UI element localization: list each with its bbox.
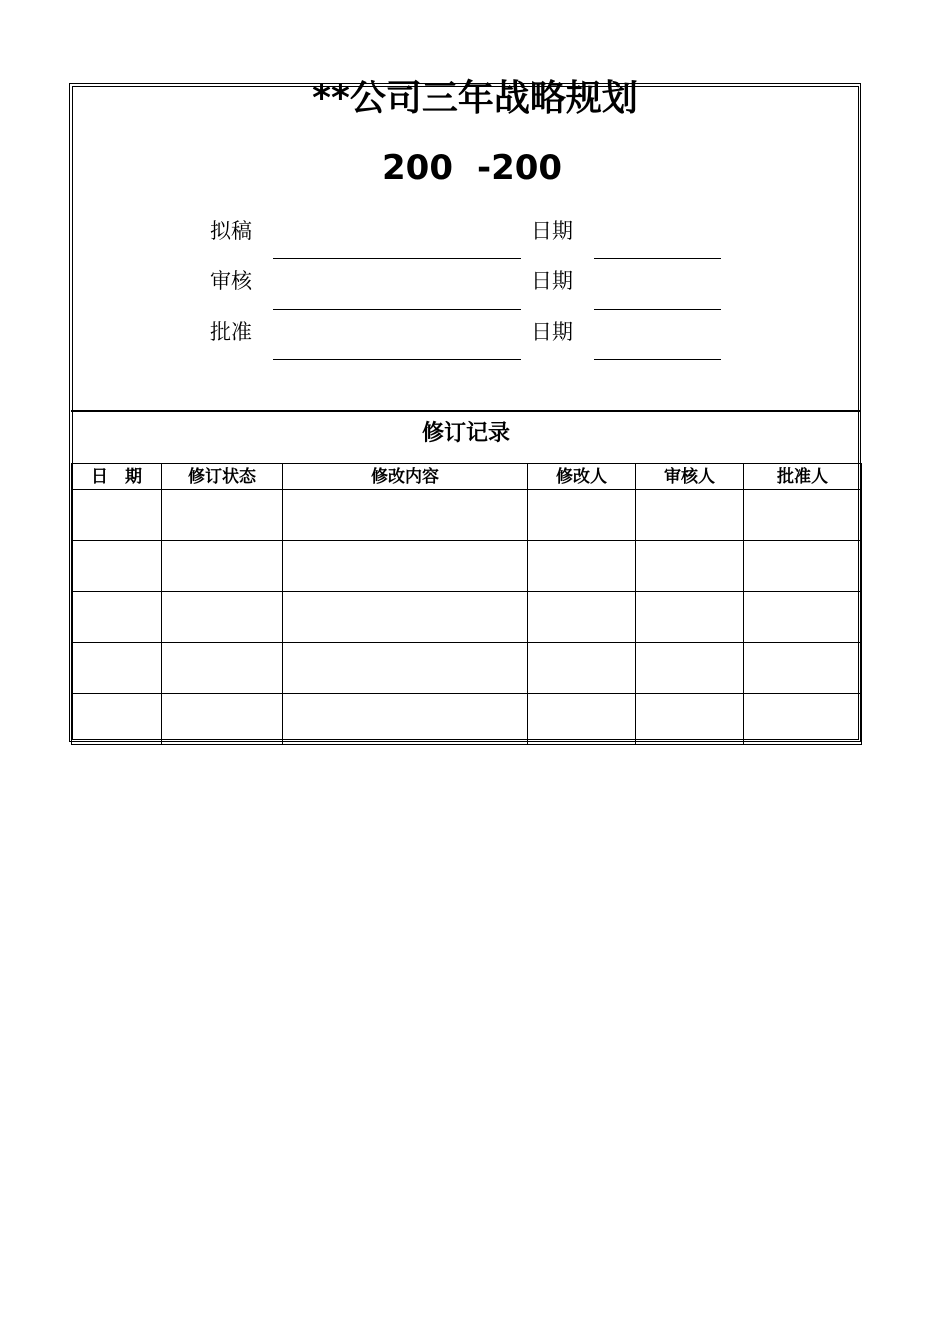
- table-cell[interactable]: [636, 592, 744, 643]
- table-cell[interactable]: [636, 541, 744, 592]
- header-revision-status: 修订状态: [162, 464, 283, 490]
- approver-date-line[interactable]: [594, 359, 721, 360]
- table-cell[interactable]: [72, 490, 162, 541]
- table-cell[interactable]: [283, 643, 528, 694]
- table-cell[interactable]: [636, 694, 744, 745]
- revision-table: [71, 463, 862, 745]
- table-cell[interactable]: [283, 490, 528, 541]
- header-modifier: 修改人: [528, 464, 636, 490]
- drafter-label: 拟稿: [210, 219, 252, 243]
- revision-record-title: 修订记录: [421, 421, 510, 446]
- table-row: [72, 694, 862, 745]
- table-cell[interactable]: [162, 694, 283, 745]
- table-cell[interactable]: [636, 490, 744, 541]
- drafter-date-line[interactable]: [594, 258, 721, 259]
- table-cell[interactable]: [744, 694, 862, 745]
- section-divider: [71, 410, 861, 412]
- year-end: -200: [477, 148, 563, 188]
- reviewer-label: 审核: [210, 269, 252, 293]
- table-cell[interactable]: [72, 592, 162, 643]
- header-reviewer: 审核人: [636, 464, 744, 490]
- table-cell[interactable]: [283, 592, 528, 643]
- document-title: **公司三年战略规划: [312, 78, 638, 119]
- reviewer-date-line[interactable]: [594, 309, 721, 310]
- approver-label: 批准: [210, 320, 252, 344]
- table-cell[interactable]: [528, 592, 636, 643]
- table-row: [72, 592, 862, 643]
- table-cell[interactable]: [162, 541, 283, 592]
- drafter-signature-line[interactable]: [273, 258, 521, 259]
- table-cell[interactable]: [528, 490, 636, 541]
- table-row: [72, 490, 862, 541]
- table-cell[interactable]: [72, 541, 162, 592]
- header-change-content: 修改内容: [283, 464, 528, 490]
- table-cell[interactable]: [744, 490, 862, 541]
- table-cell[interactable]: [283, 694, 528, 745]
- table-cell[interactable]: [528, 694, 636, 745]
- table-row: [72, 541, 862, 592]
- table-cell[interactable]: [283, 541, 528, 592]
- table-cell[interactable]: [744, 643, 862, 694]
- table-cell[interactable]: [162, 643, 283, 694]
- drafter-date-label: 日期: [531, 219, 573, 243]
- reviewer-date-label: 日期: [531, 269, 573, 293]
- table-cell[interactable]: [744, 592, 862, 643]
- year-start: 200: [382, 148, 453, 188]
- approver-signature-line[interactable]: [273, 359, 521, 360]
- header-approver: 批准人: [744, 464, 862, 490]
- table-cell[interactable]: [528, 541, 636, 592]
- reviewer-signature-line[interactable]: [273, 309, 521, 310]
- approver-date-label: 日期: [531, 320, 573, 344]
- table-row: [72, 643, 862, 694]
- table-cell[interactable]: [528, 643, 636, 694]
- header-date: 日 期: [72, 464, 162, 490]
- table-cell[interactable]: [636, 643, 744, 694]
- revision-header-row: [72, 464, 862, 490]
- table-cell[interactable]: [744, 541, 862, 592]
- table-cell[interactable]: [162, 592, 283, 643]
- table-cell[interactable]: [72, 643, 162, 694]
- table-cell[interactable]: [72, 694, 162, 745]
- table-cell[interactable]: [162, 490, 283, 541]
